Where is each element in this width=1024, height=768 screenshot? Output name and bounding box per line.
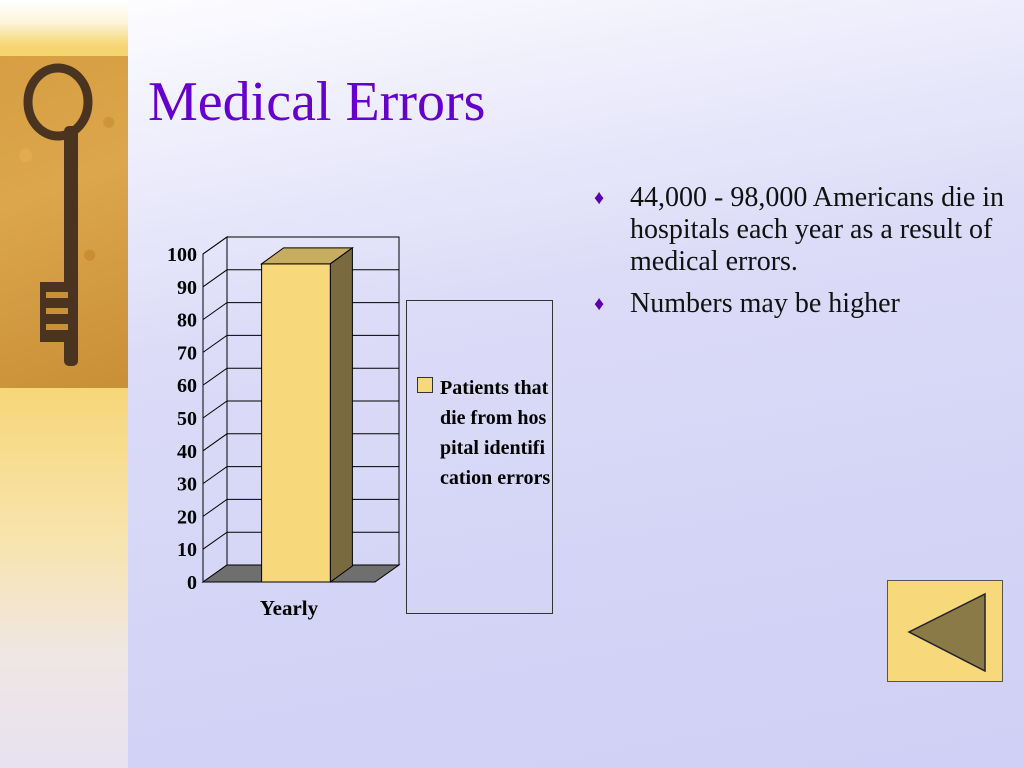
y-tick-label: 60 xyxy=(177,375,197,398)
y-tick-label: 90 xyxy=(177,276,197,299)
y-tick-label: 40 xyxy=(177,440,197,463)
bullet-text: 44,000 - 98,000 Americans die in hospitals each year as a result of medical errors. xyxy=(630,182,1005,277)
y-tick-label: 50 xyxy=(177,408,197,430)
y-tick-label: 0 xyxy=(187,572,197,594)
x-category-label: Yearly xyxy=(259,596,319,620)
legend-label: Patients that die from hospital identification errors xyxy=(440,377,551,489)
diamond-bullet-icon: ♦ xyxy=(594,187,605,209)
y-tick-label: 70 xyxy=(177,342,197,365)
y-tick-label: 10 xyxy=(177,539,197,562)
diamond-bullet-icon: ♦ xyxy=(594,293,605,315)
legend-swatch xyxy=(417,377,433,393)
y-tick-label: 80 xyxy=(177,309,197,332)
y-tick-label: 20 xyxy=(177,506,197,529)
y-tick-label: 100 xyxy=(167,244,197,266)
back-arrow-icon xyxy=(888,581,1004,683)
bar-side xyxy=(330,248,352,582)
chart-legend xyxy=(406,300,553,614)
back-button[interactable] xyxy=(887,580,1003,682)
slide-title: Medical Errors xyxy=(148,71,486,133)
y-tick-label: 30 xyxy=(177,473,197,496)
bar-front xyxy=(262,264,331,582)
bullet-text: Numbers may be higher xyxy=(630,288,900,319)
